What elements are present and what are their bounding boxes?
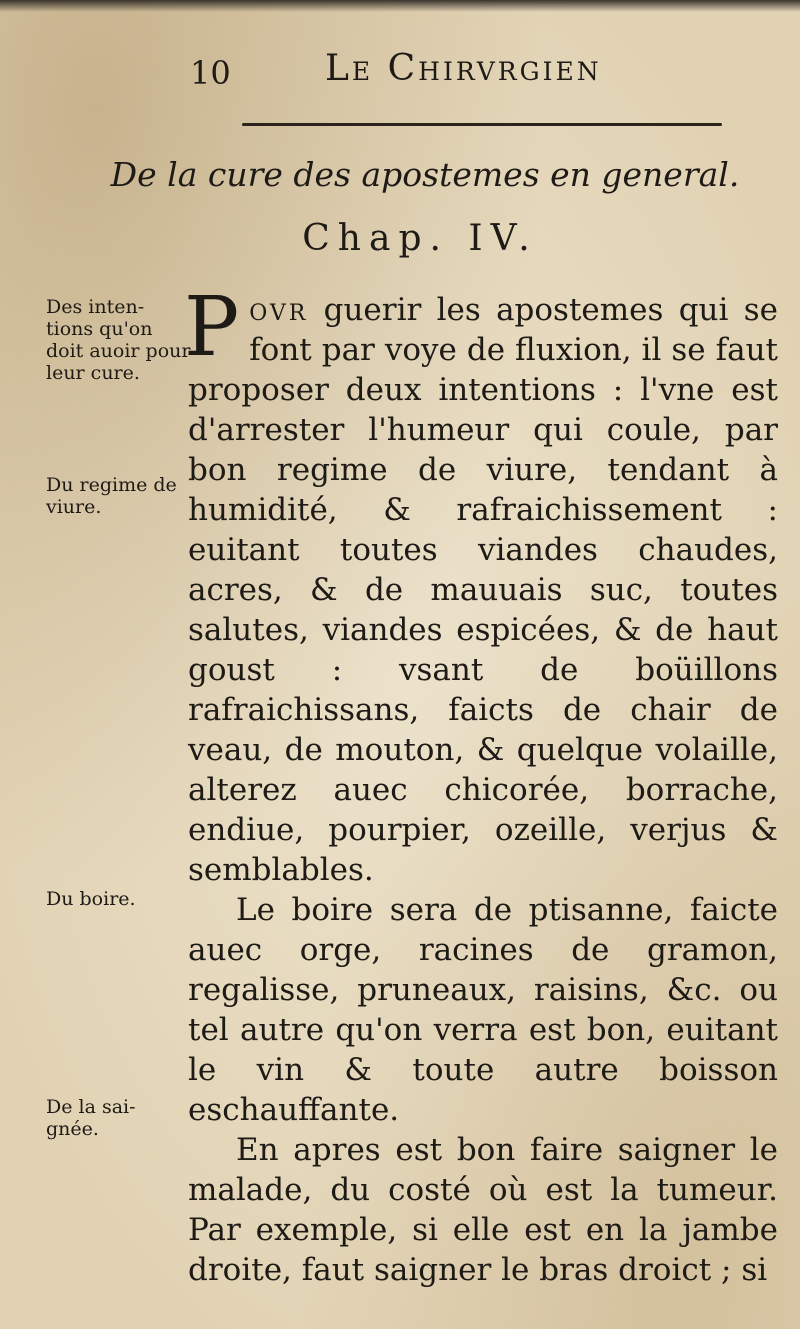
section-title: De la cure des apostemes en general. — [110, 155, 740, 194]
paragraph-1 — [184, 280, 778, 890]
margin-note-saignee: De la sai- gnée. — [46, 1096, 136, 1140]
paragraph-2: Le boire sera de ptisanne, faicte auec orge, racines de gramon, regalisse, pruneaux, raisins, &c. ou tel autre qu'on verra est bon, euitant le vin & toute autre boisson eschauffante. — [188, 892, 778, 1128]
margin-note-boire: Du boire. — [46, 888, 136, 910]
paragraph-3: En apres est bon faire saigner le malade, du costé où est la tumeur. Par exemple, si elle est en la jambe droite, faut saigner le bras droict ; si — [188, 1132, 778, 1288]
body-text — [184, 280, 778, 1290]
drop-capital: P — [184, 280, 240, 375]
header-rule — [242, 123, 722, 126]
first-word-rest: ovr — [249, 292, 309, 328]
page-number: 10 — [190, 54, 231, 92]
running-head — [0, 48, 800, 98]
margin-note-intentions: Des inten- tions qu'on doit auoir pour leur cure. — [46, 296, 191, 384]
paragraph-1-text: guerir les apostemes qui se font par voye de fluxion, il se faut proposer deux intentions : l'vne est d'arrester l'humeur qui coule, par bon regime de viure, tendant à humidité, & rafraichissement : euitant toutes viandes chaudes, acres, & de mauuais suc, toutes salutes, viandes espicées, & de haut goust : vsant de boüillons rafraichissans, faicts de chair de veau, de mouton, & quelque volaille, alterez auec chicorée, borrache, endiue, pourpier, ozeille, verjus & semblables. — [188, 292, 778, 888]
running-title: Le Chirvrgien — [325, 48, 602, 89]
margin-note-regime: Du regime de viure. — [46, 474, 177, 518]
chapter-heading: Chap. IV. — [302, 218, 538, 259]
page-top-edge — [0, 0, 800, 12]
